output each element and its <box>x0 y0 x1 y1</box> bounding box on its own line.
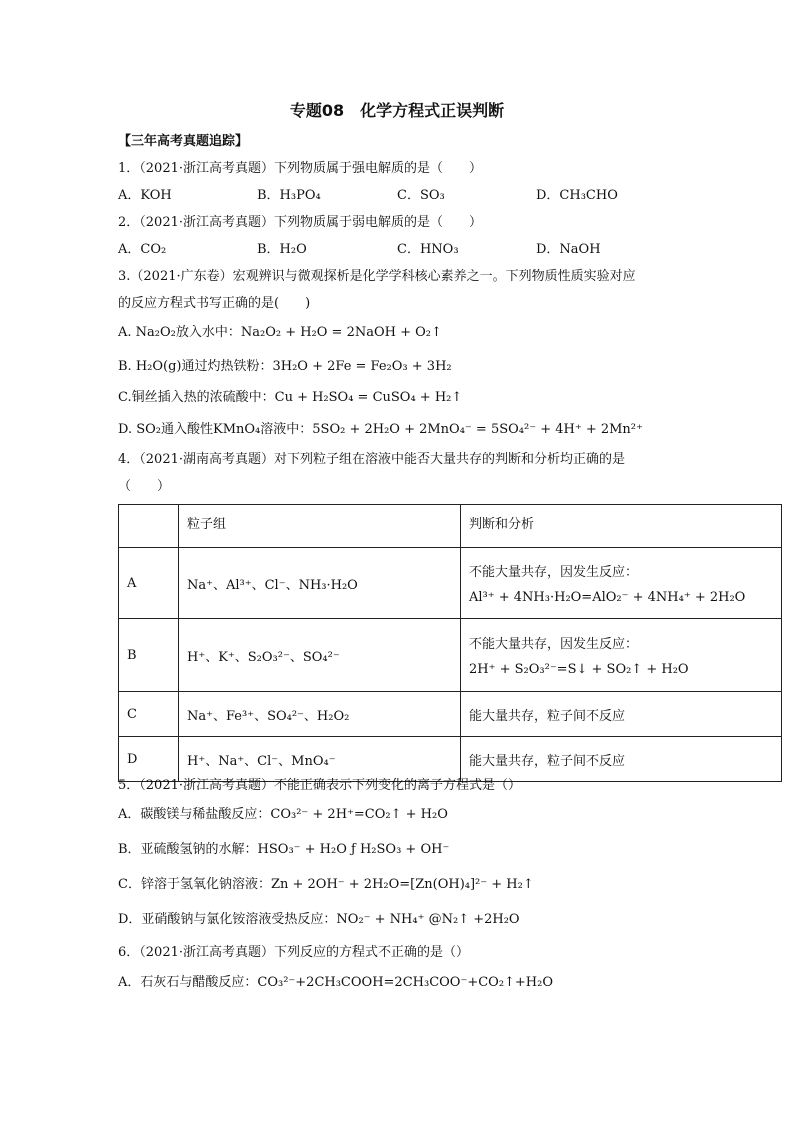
analysis-cell <box>461 619 782 692</box>
question-4-stem-line-2: （ ） <box>118 479 171 494</box>
question-2-option-b: B．H₂O <box>257 242 307 257</box>
question-2-option-c: C．HNO₃ <box>397 242 459 257</box>
question-3-option-a: A. Na₂O₂放入水中：Na₂O₂ + H₂O = 2NaOH + O₂↑ <box>118 325 442 340</box>
analysis-equation: 2H⁺ + S₂O₃²⁻=S↓ + SO₂↑ + H₂O <box>469 662 689 677</box>
table-row <box>119 619 782 692</box>
particle-group: H⁺、Na⁺、Cl⁻、MnO₄⁻ <box>179 737 461 782</box>
question-3-stem-line-1: 3.（2021·广东卷）宏观辨识与微观探析是化学学科核心素养之一。下列物质性质实验对应 <box>118 269 636 284</box>
question-5-option-b: B．亚硫酸氢钠的水解：HSO₃⁻ + H₂O ƒ H₂SO₃ + OH⁻ <box>118 842 450 857</box>
question-5-option-c: C．锌溶于氢氧化钠溶液：Zn + 2OH⁻ + 2H₂O=[Zn(OH)₄]²⁻ + H₂↑ <box>118 877 534 892</box>
question-2-option-a: A．CO₂ <box>118 242 167 257</box>
analysis-text: 不能大量共存，因发生反应： <box>469 565 639 580</box>
question-3-stem-line-2: 的反应方程式书写正确的是( ) <box>118 296 311 311</box>
particle-group: H⁺、K⁺、S₂O₃²⁻、SO₄²⁻ <box>179 619 461 692</box>
question-4-table <box>118 504 782 782</box>
question-1-option-b: B．H₃PO₄ <box>257 188 321 203</box>
question-1-stem: 1．（2021·浙江高考真题）下列物质属于强电解质的是（ ） <box>118 161 482 176</box>
question-6-option-a: A．石灰石与醋酸反应：CO₃²⁻+2CH₃COOH=2CH₃COO⁻+CO₂↑+H₂O <box>118 975 554 990</box>
analysis-text: 能大量共存，粒子间不反应 <box>461 737 782 782</box>
question-1-option-d: D．CH₃CHO <box>536 188 618 203</box>
analysis-text: 能大量共存，粒子间不反应 <box>461 692 782 737</box>
particle-group: Na⁺、Fe³⁺、SO₄²⁻、H₂O₂ <box>179 692 461 737</box>
question-1-option-a: A．KOH <box>118 188 172 203</box>
page-title: 专题08 化学方程式正误判断 <box>289 101 505 120</box>
question-5-option-d: D．亚硝酸钠与氯化铵溶液受热反应：NO₂⁻ + NH₄⁺ @N₂↑ +2H₂O <box>118 912 520 927</box>
question-6-stem: 6．（2021·浙江高考真题）下列反应的方程式不正确的是（） <box>118 945 469 960</box>
analysis-cell <box>461 548 782 619</box>
question-4-stem-line-1: 4．（2021·湖南高考真题）对下列粒子组在溶液中能否大量共存的判断和分析均正确的是 <box>118 452 625 467</box>
row-label: D <box>119 737 179 782</box>
row-label: B <box>119 619 179 692</box>
analysis-text: 不能大量共存，因发生反应： <box>469 637 639 652</box>
row-label: C <box>119 692 179 737</box>
question-2-stem: 2．（2021·浙江高考真题）下列物质属于弱电解质的是（ ） <box>118 215 482 230</box>
question-2-option-d: D．NaOH <box>536 242 601 257</box>
section-heading: 【三年高考真题追踪】 <box>118 134 249 149</box>
table-header-cell: 粒子组 <box>179 505 461 548</box>
table-header-cell: 判断和分析 <box>461 505 782 548</box>
question-3-option-d: D. SO₂通入酸性KMnO₄溶液中：5SO₂ + 2H₂O + 2MnO₄⁻ = 5SO₄²⁻ + 4H⁺ + 2Mn²⁺ <box>118 422 643 437</box>
question-5-option-a: A．碳酸镁与稀盐酸反应：CO₃²⁻ + 2H⁺=CO₂↑ + H₂O <box>118 807 448 822</box>
question-3-option-c: C.铜丝插入热的浓硫酸中：Cu + H₂SO₄ = CuSO₄ + H₂↑ <box>118 390 463 405</box>
table-header-row <box>119 505 782 548</box>
table-row <box>119 737 782 782</box>
question-1-option-c: C．SO₃ <box>397 188 445 203</box>
table-header-cell <box>119 505 179 548</box>
question-3-option-b: B. H₂O(g)通过灼热铁粉：3H₂O + 2Fe = Fe₂O₃ + 3H₂ <box>118 359 452 374</box>
analysis-equation: Al³⁺ + 4NH₃·H₂O=AlO₂⁻ + 4NH₄⁺ + 2H₂O <box>469 590 746 605</box>
table-row <box>119 548 782 619</box>
question-5-stem: 5．（2021·浙江高考真题）不能正确表示下列变化的离子方程式是（） <box>118 778 521 793</box>
row-label: A <box>119 548 179 619</box>
table-row <box>119 692 782 737</box>
particle-group: Na⁺、Al³⁺、Cl⁻、NH₃·H₂O <box>179 548 461 619</box>
